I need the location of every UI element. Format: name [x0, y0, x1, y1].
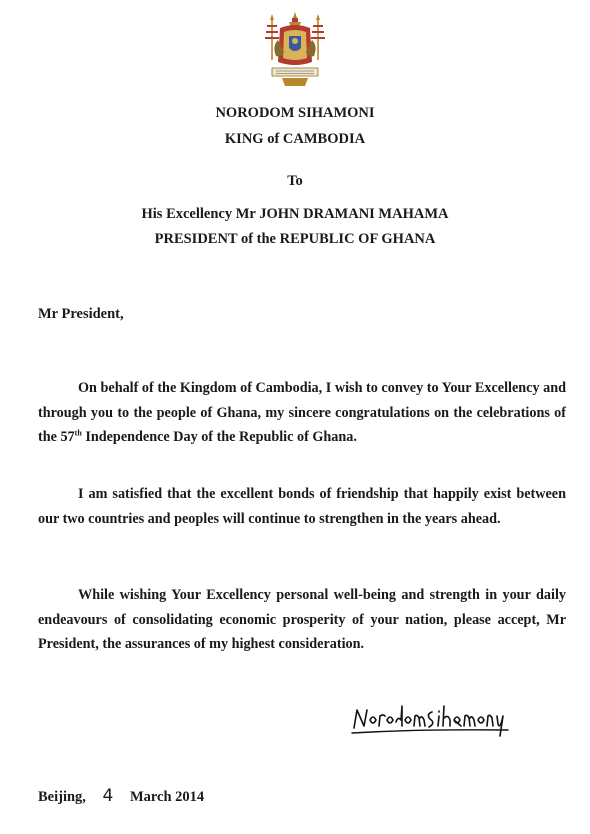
paragraph-closing: While wishing Your Excellency personal well-being and strength in your daily endeavours of consolidating economic prosperity of your nation, please accept, Mr President, the assurances of my highest consideration. — [38, 587, 566, 652]
sender-name: NORODOM SIHAMONI — [215, 105, 375, 121]
ordinal-suffix: th — [74, 428, 82, 438]
addressee-name: His Excellency Mr JOHN DRAMANI MAHAMA — [141, 206, 449, 222]
paragraph-congratulations-text-a: On behalf of the Kingdom of Cambodia, I wish to convey to Your Excellency and through you to the people of Ghana, my sincere congratulations on the celebrations of the 57 — [38, 380, 566, 445]
handwritten-signature-icon — [348, 698, 518, 738]
date-line — [38, 787, 204, 806]
sender-title: KING of CAMBODIA — [224, 131, 366, 147]
salutation: Mr President, — [38, 306, 124, 322]
paragraph-friendship: I am satisfied that the excellent bonds of friendship that happily exist between our two countries and peoples will continue to strengthen in the years ahead. — [38, 486, 566, 527]
addressee-to: To — [287, 173, 303, 189]
date-month-year: March 2014 — [129, 789, 205, 805]
paragraph-congratulations-text-b: Independence Day of the Republic of Ghana. — [81, 429, 357, 445]
royal-arms-of-cambodia-icon — [262, 10, 328, 90]
date-day: 4 — [102, 786, 114, 806]
paragraph-congratulations — [38, 376, 566, 450]
date-place: Beijing, — [38, 789, 86, 805]
addressee-title: PRESIDENT of the REPUBLIC OF GHANA — [154, 231, 436, 247]
